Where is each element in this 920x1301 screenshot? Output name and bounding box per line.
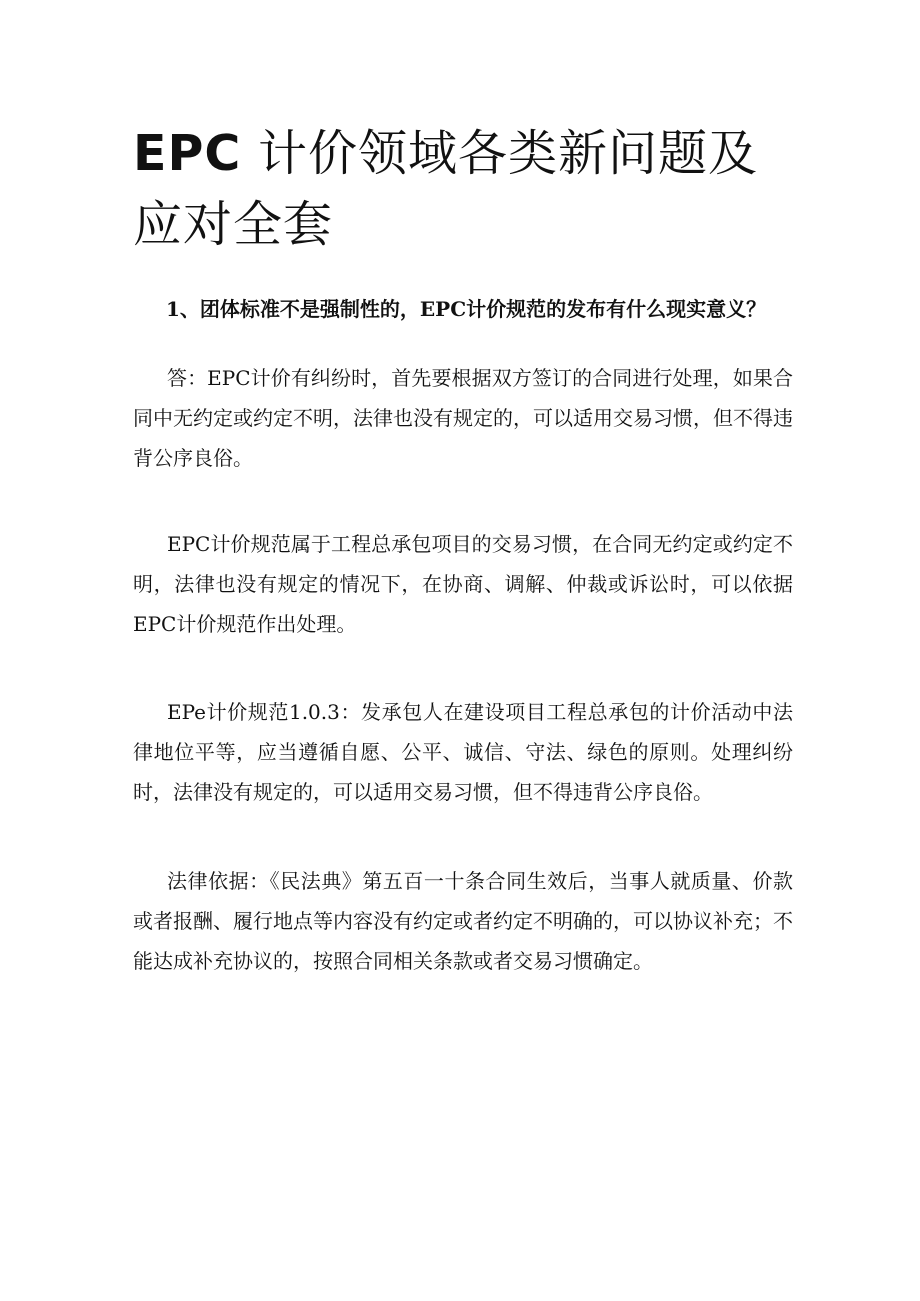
specification-clause-paragraph: EPe计价规范1.0.3：发承包人在建设项目工程总承包的计价活动中法律地位平等，应当遵循自愿、公平、诚信、守法、绿色的原则。处理纠纷时，法律没有规定的，可以适用交易习惯，但不得违背公序良俗。 bbox=[133, 700, 793, 804]
document-title-text: 计价领域各类新问题及应对全套 bbox=[133, 125, 758, 253]
answer-paragraph: 答：EPC计价有纠纷时，首先要根据双方签订的合同进行处理，如果合同中无约定或约定不明，法律也没有规定的，可以适用交易习惯，但不得违背公序良俗。 bbox=[133, 366, 793, 470]
legal-basis-paragraph: 法律依据：《民法典》第五百一十条合同生效后，当事人就质量、价款或者报酬、履行地点等内容没有约定或者约定不明确的，可以协议补充；不能达成补充协议的，按照合同相关条款或者交易习惯确定。 bbox=[133, 869, 793, 973]
document-title bbox=[133, 118, 803, 260]
trade-usage-paragraph: EPC计价规范属于工程总承包项目的交易习惯，在合同无约定或约定不明，法律也没有规定的情况下，在协商、调解、仲裁或诉讼时，可以依据EPC计价规范作出处理。 bbox=[133, 532, 793, 636]
document-title-latin: EPC bbox=[133, 125, 242, 182]
question-heading: 1、团体标准不是强制性的，EPC计价规范的发布有什么现实意义？ bbox=[166, 297, 767, 321]
